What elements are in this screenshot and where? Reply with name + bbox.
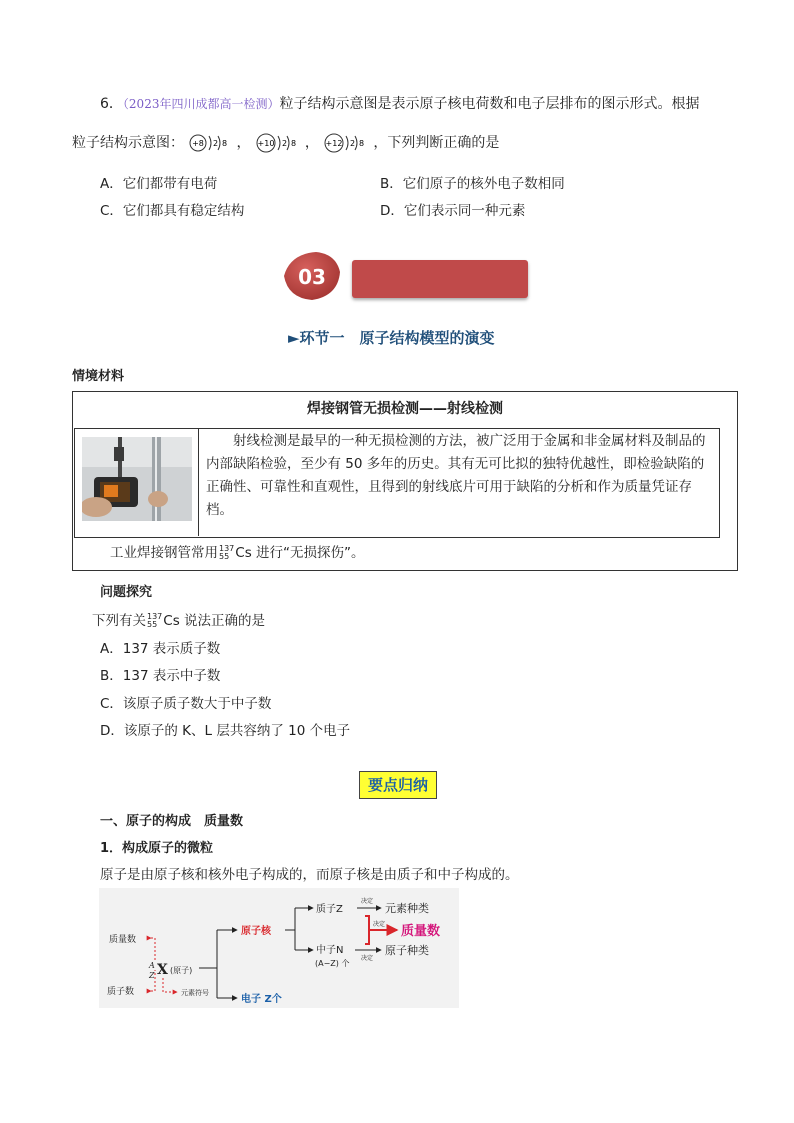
inquiry-option-b[interactable]: B．137 表示中子数 xyxy=(100,668,221,684)
heading-particles: 1．构成原子的微粒 xyxy=(100,841,214,856)
svg-text:8: 8 xyxy=(222,139,228,148)
question6-line2: 粒子结构示意图： +8 2 8 ， +10 2 8 ， +12 2 8 ，下列判断正确的是 xyxy=(72,132,499,154)
atom-nucleus-label: +12 xyxy=(325,139,343,148)
section-number-badge xyxy=(280,250,342,302)
inquiry-stem-prefix: 下列有关 xyxy=(92,613,146,629)
question-source: （2023年四川成都高一检测） xyxy=(122,97,280,111)
nuclide-notation xyxy=(219,545,234,561)
diagram-mass-result: 质量数 xyxy=(401,924,441,939)
diagram-atom-word: (原子) xyxy=(170,966,193,975)
inspection-photo xyxy=(82,437,192,521)
inquiry-stem-suffix: Cs 说法正确的是 xyxy=(163,613,266,629)
diagram-z-label: Z xyxy=(149,971,155,980)
atom-diagram-oxygen-ion xyxy=(188,132,236,154)
svg-text:8: 8 xyxy=(359,139,365,148)
diagram-decide-3: 决定 xyxy=(361,955,374,962)
svg-text:2: 2 xyxy=(281,139,287,148)
inquiry-label: 问题探究 xyxy=(100,585,153,600)
heading-atom-composition: 一、原子的构成 质量数 xyxy=(100,814,244,829)
diagram-proton: 质子Z xyxy=(316,904,343,915)
diagram-nucleus: 原子核 xyxy=(241,926,271,937)
svg-text:8: 8 xyxy=(290,139,296,148)
diagram-a-label: A xyxy=(149,961,155,970)
question6-line1 xyxy=(100,94,699,114)
section-badge-number: 03 xyxy=(298,265,326,289)
q6-option-d[interactable]: D．它们表示同一种元素 xyxy=(380,203,526,219)
diagram-element-symbol: 元素符号 xyxy=(181,989,209,997)
material-divider xyxy=(198,428,199,536)
atom-nucleus-label: +8 xyxy=(192,139,205,148)
svg-text:2: 2 xyxy=(350,139,356,148)
nuclide-mass: 137 xyxy=(147,612,163,621)
material-paragraph: 射线检测是最早的一种无损检测的方法，被广泛用于金属和非金属材料及制品的内部缺陷检验，至少有 50 多年的历史。其有无可比拟的独特优越性，即检验缺陷的正确性、可靠性和直观性，且得到的射线底片可用于缺陷的分析和作为质量凭证存档。 xyxy=(206,433,706,518)
nuclide-z: 55 xyxy=(147,620,158,629)
diagram-decide-1: 决定 xyxy=(361,898,374,905)
inquiry-option-c[interactable]: C．该原子质子数大于中子数 xyxy=(100,696,272,712)
context-label: 情境材料 xyxy=(72,369,125,384)
material-note xyxy=(110,541,365,561)
question-stem-2-suffix: ，下列判断正确的是 xyxy=(373,135,500,151)
question-stem-1: 粒子结构示意图是表示原子核电荷数和电子层排布的图示形式。根据 xyxy=(279,96,700,112)
nuclide-mass: 137 xyxy=(219,544,235,553)
diagram-proton-number: 质子数 xyxy=(107,987,135,997)
atom-structure-diagram xyxy=(99,888,459,1008)
summary-box: 要点归纳 xyxy=(359,771,437,799)
material-title: 焊接钢管无损检测——射线检测 xyxy=(307,401,503,417)
q6-option-a[interactable]: A．它们都带有电荷 xyxy=(100,176,218,192)
nuclide-z: 55 xyxy=(219,552,230,561)
svg-text:2: 2 xyxy=(213,139,219,148)
composition-sentence: 原子是由原子核和核外电子构成的，而原子核是由质子和中子构成的。 xyxy=(100,867,519,883)
q6-option-c[interactable]: C．它们都具有稳定结构 xyxy=(100,203,245,219)
question-number: 6． xyxy=(100,96,123,112)
diagram-atom-kind: 原子种类 xyxy=(385,944,429,957)
diagram-mass-number: 质量数 xyxy=(109,935,137,945)
material-note-prefix: 工业焊接钢管常用 xyxy=(110,545,218,561)
section-title: ►环节一 原子结构模型的演变 xyxy=(288,329,495,347)
q6-option-b[interactable]: B．它们原子的核外电子数相同 xyxy=(380,176,565,192)
diagram-decide-2: 决定 xyxy=(373,921,386,928)
diagram-atom-symbol: X xyxy=(157,962,168,978)
diagram-neutron-sub: (A−Z) 个 xyxy=(315,959,350,968)
inquiry-option-a[interactable]: A．137 表示质子数 xyxy=(100,641,221,657)
question-stem-2-prefix: 粒子结构示意图： xyxy=(72,135,184,151)
diagram-element-kind: 元素种类 xyxy=(385,902,429,915)
nuclide-notation xyxy=(147,613,162,629)
atom-diagram-neon xyxy=(255,132,305,154)
atom-diagram-magnesium-ion xyxy=(323,132,373,154)
diagram-electron: 电子 Z个 xyxy=(241,994,282,1005)
inquiry-option-d[interactable]: D．该原子的 K、L 层共容纳了 10 个电子 xyxy=(100,723,351,739)
section-title-bar xyxy=(352,260,528,298)
material-note-suffix: Cs 进行“无损探伤”。 xyxy=(235,545,365,561)
atom-nucleus-label: +10 xyxy=(257,139,275,148)
diagram-neutron: 中子N xyxy=(316,945,344,956)
inquiry-stem xyxy=(92,609,265,629)
